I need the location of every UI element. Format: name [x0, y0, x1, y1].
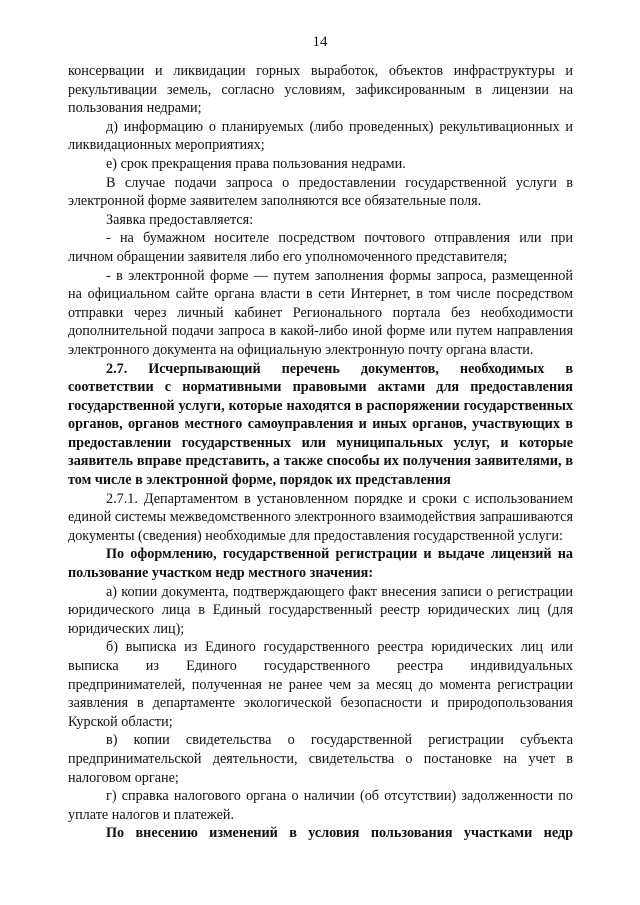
paragraph-application-submitted: Заявка предоставляется:	[106, 211, 254, 228]
list-item-b: б) выписка из Единого государственного реестра юридических лиц или выписка из Единого государственного реестра индивидуальных предпринимателей, полученная не ранее чем за месяц до момента регистрации заявления в департаменте экологической безопасности и природопользования Курской области;	[68, 639, 573, 730]
list-item-e: е) срок прекращения права пользования недрами.	[106, 155, 406, 172]
list-item-paper: - на бумажном носителе посредством почтового отправления или при личном обращении заявителя либо его уполномоченного представителя;	[68, 230, 573, 265]
section-heading-2-7: 2.7. Исчерпывающий перечень документов, необходимых в соответствии с нормативными правовыми актами для предоставления государственной услуги, которые находятся в распоряжении государственных органов, органов местного самоуправления и иных органов, участвующих в предоставлении государственных или муниципальных услуг, и которые заявитель вправе представить, а также способы их получения заявителями, в том числе в электронной форме, порядок их представления	[68, 360, 573, 489]
list-item-d: д) информацию о планируемых (либо проведенных) рекультивационных и ликвидационных мероприятиях;	[68, 118, 573, 154]
page-number: 14	[312, 34, 328, 50]
subheading-licenses: По оформлению, государственной регистрации и выдаче лицензий на пользование участком недр местного значения:	[68, 546, 573, 582]
list-item-v: в) копии свидетельства о государственной регистрации субъекта предпринимательской деятельности, свидетельства о постановке на учет в налоговом органе;	[68, 732, 573, 786]
paragraph-electronic-request: В случае подачи запроса о предоставлении государственной услуги в электронной форме заявителем заполняются все обязательные поля.	[68, 174, 573, 210]
list-item-a: а) копии документа, подтверждающего факт внесения записи о регистрации юридического лица в Единый государственный реестр юридических лиц (для юридических лиц);	[68, 583, 573, 637]
list-item-electronic: - в электронной форме — путем заполнения формы запроса, размещенной на официальном сайте органа власти в сети Интернет, в том числе посредством отправки через личный кабинет Регионального портала без необходимости дополнительной подачи запроса в какой-либо иной форме или путем направления электронного документа на официальную электронную почту органа власти.	[68, 267, 573, 358]
subheading-changes: По внесению изменений в условия пользования участками недр	[106, 825, 573, 842]
list-item-g: г) справка налогового органа о наличии (об отсутствии) задолженности по уплате налогов и платежей.	[68, 788, 573, 823]
paragraph-2-7-1: 2.7.1. Департаментом в установленном порядке и сроки с использованием единой системы межведомственного электронного взаимодействия запрашиваются документы (сведения) необходимые для предоставления государственной услуги:	[68, 490, 573, 544]
document-body	[68, 62, 573, 843]
paragraph-continuation: консервации и ликвидации горных выработок, объектов инфраструктуры и рекультивации земель, согласно условиям, зафиксированным в лицензии на пользования недрами;	[68, 63, 573, 117]
